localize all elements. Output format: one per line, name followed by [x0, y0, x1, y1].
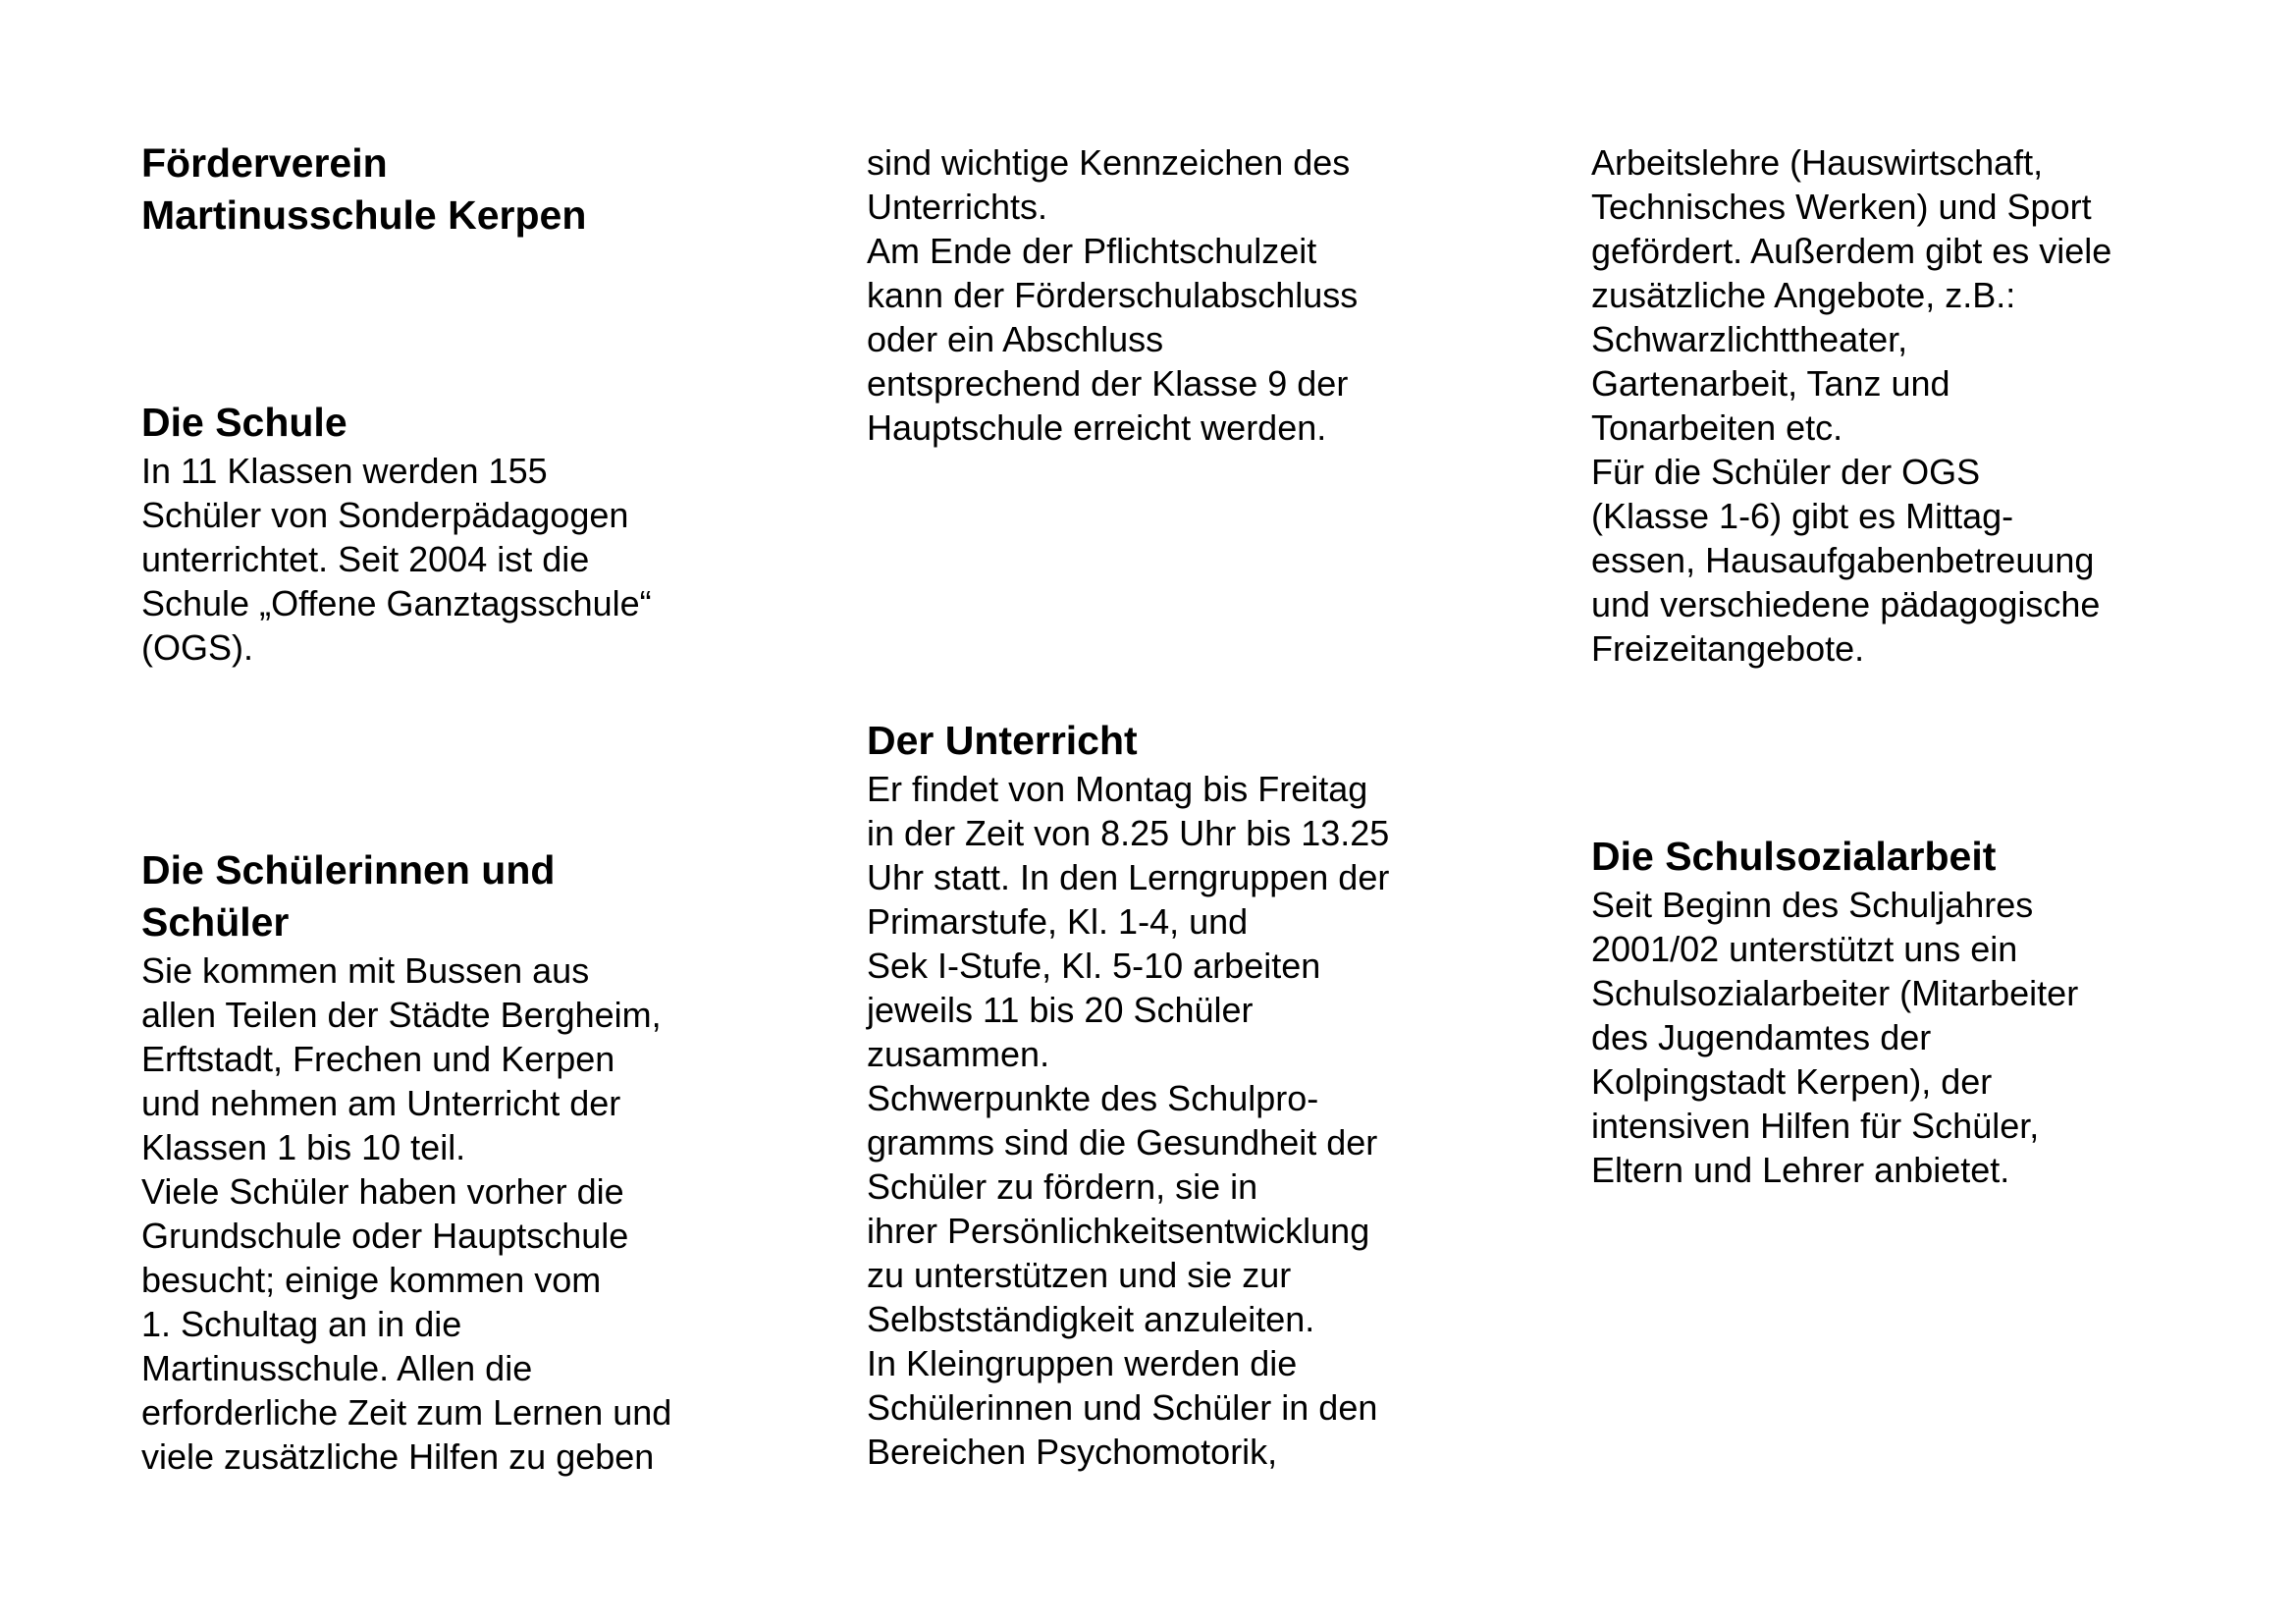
paragraph-line: In Kleingruppen werden die [867, 1343, 1298, 1383]
paragraph-line: kann der Förderschulabschluss [867, 275, 1359, 315]
paragraph-line: Schulsozialarbeiter (Mitarbeiter [1591, 973, 2079, 1013]
paragraph-line: und verschiedene pädagogische [1591, 584, 2101, 624]
paragraph-line: ihrer Persönlichkeitsentwicklung [867, 1211, 1370, 1251]
paragraph-line: Schwerpunkte des Schulpro- [867, 1078, 1319, 1118]
paragraph-line: Primarstufe, Kl. 1-4, und [867, 901, 1249, 942]
paragraph-line: Selbstständigkeit anzuleiten. [867, 1299, 1315, 1339]
paragraph-line: unterrichtet. Seit 2004 ist die [141, 539, 590, 579]
paragraph-line: zusammen. [867, 1034, 1050, 1074]
section-heading: Die Schulsozialarbeit [1591, 834, 1997, 879]
paragraph-line: Freizeitangebote. [1591, 628, 1865, 669]
paragraph-line: Hauptschule erreicht werden. [867, 407, 1327, 448]
paragraph-line: entsprechend der Klasse 9 der [867, 363, 1349, 404]
paragraph-line: allen Teilen der Städte Bergheim, [141, 995, 662, 1035]
section-heading-line-1: Die Schülerinnen und [141, 847, 556, 893]
paragraph-line: Martinusschule. Allen die [141, 1348, 533, 1388]
section-heading-line-2: Schüler [141, 899, 290, 945]
paragraph-line: Bereichen Psychomotorik, [867, 1432, 1278, 1472]
paragraph-line: Eltern und Lehrer anbietet. [1591, 1150, 2010, 1190]
paragraph-line: viele zusätzliche Hilfen zu geben [141, 1436, 655, 1477]
paragraph-line: Schwarzlichttheater, [1591, 319, 1908, 359]
paragraph-line: besucht; einige kommen vom [141, 1260, 602, 1300]
section-heading: Die Schule [141, 400, 347, 445]
paragraph-line: Schüler zu fördern, sie in [867, 1166, 1258, 1207]
paragraph-line: des Jugendamtes der [1591, 1017, 1932, 1057]
paragraph-line: Gartenarbeit, Tanz und [1591, 363, 1950, 404]
paragraph-line: 1. Schultag an in die [141, 1304, 462, 1344]
paragraph-line: essen, Hausaufgabenbetreuung [1591, 540, 2095, 580]
paragraph-line: Kolpingstadt Kerpen), der [1591, 1061, 1993, 1102]
paragraph-line: Am Ende der Pflichtschulzeit [867, 231, 1317, 271]
paragraph-line: Erftstadt, Frechen und Kerpen [141, 1039, 615, 1079]
paragraph-line: gramms sind die Gesundheit der [867, 1122, 1378, 1163]
org-title-line-2: Martinusschule Kerpen [141, 192, 587, 238]
paragraph-line: gefördert. Außerdem gibt es viele [1591, 231, 2112, 271]
paragraph-line: Unterrichts. [867, 187, 1048, 227]
paragraph-line: intensiven Hilfen für Schüler, [1591, 1106, 2040, 1146]
section-schulsozialarbeit [1591, 831, 2296, 1192]
paragraph-line: Für die Schüler der OGS [1591, 452, 1981, 492]
paragraph-line: Er findet von Montag bis Freitag [867, 769, 1368, 809]
paragraph-line: sind wichtige Kennzeichen des [867, 142, 1351, 183]
paragraph-line: Uhr statt. In den Lerngruppen der [867, 857, 1390, 897]
continuation-block [867, 140, 1574, 450]
paragraph-line: Technisches Werken) und Sport [1591, 187, 2092, 227]
paragraph-line: Arbeitslehre (Hauswirtschaft, [1591, 142, 2044, 183]
section-heading: Der Unterricht [867, 718, 1138, 763]
section-schuelerinnen [141, 844, 848, 1479]
paragraph-line: 2001/02 unterstützt uns ein [1591, 929, 2018, 969]
paragraph-line: oder ein Abschluss [867, 319, 1164, 359]
paragraph-line: Tonarbeiten etc. [1591, 407, 1843, 448]
paragraph-line: Viele Schüler haben vorher die [141, 1171, 624, 1212]
paragraph-line: Sek I-Stufe, Kl. 5-10 arbeiten [867, 946, 1321, 986]
paragraph-line: jeweils 11 bis 20 Schüler [867, 990, 1254, 1030]
paragraph-line: In 11 Klassen werden 155 [141, 451, 548, 491]
paragraph-line: Schule „Offene Ganztagsschule“ [141, 583, 652, 623]
paragraph-line: Schülerinnen und Schüler in den [867, 1387, 1378, 1428]
continuation-block [1591, 140, 2296, 671]
paragraph-line: Schüler von Sonderpädagogen [141, 495, 629, 535]
paragraph-line: in der Zeit von 8.25 Uhr bis 13.25 [867, 813, 1390, 853]
paragraph-line: erforderliche Zeit zum Lernen und [141, 1392, 672, 1433]
section-die-schule [141, 397, 848, 670]
org-title-line-1: Förderverein [141, 140, 388, 186]
paragraph-line: zu unterstützen und sie zur [867, 1255, 1292, 1295]
paragraph-line: zusätzliche Angebote, z.B.: [1591, 275, 2016, 315]
paragraph-line: Seit Beginn des Schuljahres [1591, 885, 2034, 925]
section-der-unterricht [867, 715, 1574, 1474]
org-heading-block [141, 137, 848, 242]
paragraph-line: Sie kommen mit Bussen aus [141, 950, 590, 991]
paragraph-line: (OGS). [141, 627, 253, 668]
paragraph-line: Klassen 1 bis 10 teil. [141, 1127, 466, 1167]
paragraph-line: und nehmen am Unterricht der [141, 1083, 621, 1123]
paragraph-line: (Klasse 1-6) gibt es Mittag- [1591, 496, 2014, 536]
paragraph-line: Grundschule oder Hauptschule [141, 1216, 629, 1256]
